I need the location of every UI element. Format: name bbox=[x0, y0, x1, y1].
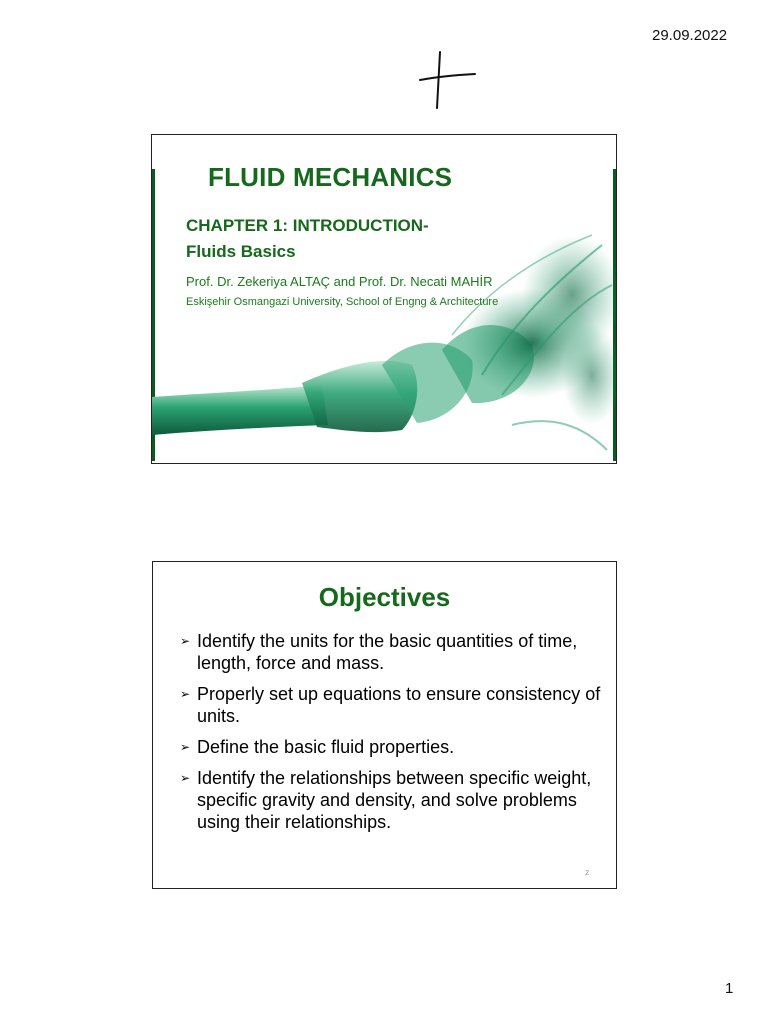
arrow-bullet-icon: ➢ bbox=[180, 740, 191, 754]
slide-title: FLUID MECHANICS bbox=[208, 162, 453, 192]
title-slide bbox=[151, 134, 617, 464]
affiliation-line: Eskişehir Osmangazi University, School of Engng & Architecture bbox=[186, 296, 499, 308]
page-number: 1 bbox=[725, 980, 734, 997]
objective-text: Identify the relationships between specific weight, specific gravity and density, and solve problems using their relationships. bbox=[197, 768, 592, 832]
objective-item bbox=[167, 683, 607, 727]
handwritten-plus-mark bbox=[418, 50, 478, 112]
page-date: 29.09.2022 bbox=[652, 27, 728, 44]
objective-item bbox=[167, 630, 607, 674]
chapter-title bbox=[186, 213, 429, 264]
chapter-line-2: Fluids Basics bbox=[186, 241, 296, 261]
arrow-bullet-icon: ➢ bbox=[180, 687, 191, 701]
authors-line: Prof. Dr. Zekeriya ALTAÇ and Prof. Dr. Necati MAHİR bbox=[186, 274, 493, 289]
objective-text: Define the basic fluid properties. bbox=[197, 737, 455, 757]
objective-item bbox=[167, 767, 607, 833]
arrow-bullet-icon: ➢ bbox=[180, 634, 191, 648]
arrow-bullet-icon: ➢ bbox=[180, 771, 191, 785]
chapter-line-1: CHAPTER 1: INTRODUCTION- bbox=[186, 216, 429, 235]
objective-text: Identify the units for the basic quantities of time, length, force and mass. bbox=[197, 631, 578, 673]
objective-item bbox=[167, 736, 607, 758]
objective-text: Properly set up equations to ensure consistency of units. bbox=[197, 684, 601, 726]
objectives-slide bbox=[152, 561, 617, 889]
slide-number: 2 bbox=[585, 870, 589, 877]
objectives-list bbox=[167, 630, 607, 842]
objectives-title: Objectives bbox=[318, 582, 451, 612]
